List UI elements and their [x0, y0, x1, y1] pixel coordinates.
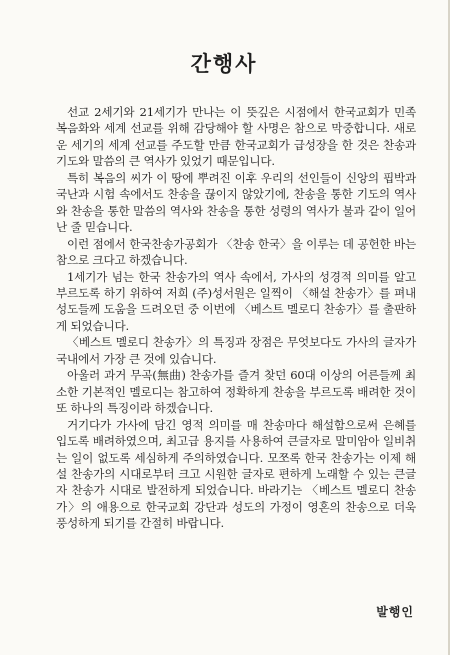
paragraph: 이런 점에서 한국찬송가공회가 〈찬송 한국〉을 이루는 데 공헌한 바는 참으로 크다고 하겠습니다. [56, 236, 416, 268]
body-text [56, 104, 416, 532]
signature: 발행인 [376, 605, 414, 619]
paragraph: 거기다가 가사에 담긴 영적 의미를 매 찬송마다 해설함으로써 은혜를 입도록 배려하였으며, 최고급 용지를 사용하여 큰글자로 말미암아 일비취는 일이 없도록 세심하게 주의하였습니다. 모쪼록 한국 찬송가는 이제 해설 찬송가의 시대로부터 크고 시원한 글자로 편하게 노래할 수 있는 큰글자 찬송가 시대로 발전하게 되었습니다. 바라기는 〈베스트 멜로디 찬송가〉의 애용으로 한국교회 강단과 성도의 가정이 영혼의 찬송으로 더욱 풍성하게 되기를 간절히 바랍니다. [56, 417, 416, 531]
paragraph: 특히 복음의 씨가 이 땅에 뿌려진 이후 우리의 선인들이 신앙의 핍박과 국난과 시험 속에서도 찬송을 끊이지 않았기에, 찬송을 통한 기도의 역사와 찬송을 통한 말씀의 역사와 찬송을 통한 성령의 역사가 불과 같이 일어난 줄 믿습니다. [56, 170, 416, 235]
paragraph: 1세기가 넘는 한국 찬송가의 역사 속에서, 가사의 성경적 의미를 알고 부르도록 하기 위하여 저희 (주)성서원은 일찍이 〈해설 찬송가〉를 펴내 성도들께 도움을 드려오던 중 이번에 〈베스트 멜로디 찬송가〉를 출판하게 되었습니다. [56, 269, 416, 333]
paragraph: 〈베스트 멜로디 찬송가〉의 특징과 장점은 무엇보다도 가사의 글자가 국내에서 가장 큰 것에 있습니다. [56, 335, 416, 366]
page-title: 간행사 [190, 51, 258, 76]
paragraph: 아울러 과거 무곡(無曲) 찬송가를 즐겨 찾던 60대 이상의 어른들께 최소한 기본적인 멜로디는 참고하여 정확하게 찬송을 부르도록 배려한 것이 또 하나의 특징이라 하겠습니다. [56, 368, 416, 416]
paragraph: 선교 2세기와 21세기가 만나는 이 뜻깊은 시점에서 한국교회가 민족 복음화와 세계 선교를 위해 감당해야 할 사명은 참으로 막중합니다. 새로운 세기의 세계 선교를 주도할 만큼 한국교회가 급성장을 한 것은 찬송과 기도와 말씀의 큰 역사가 있었기 때문입니다. [56, 105, 416, 169]
